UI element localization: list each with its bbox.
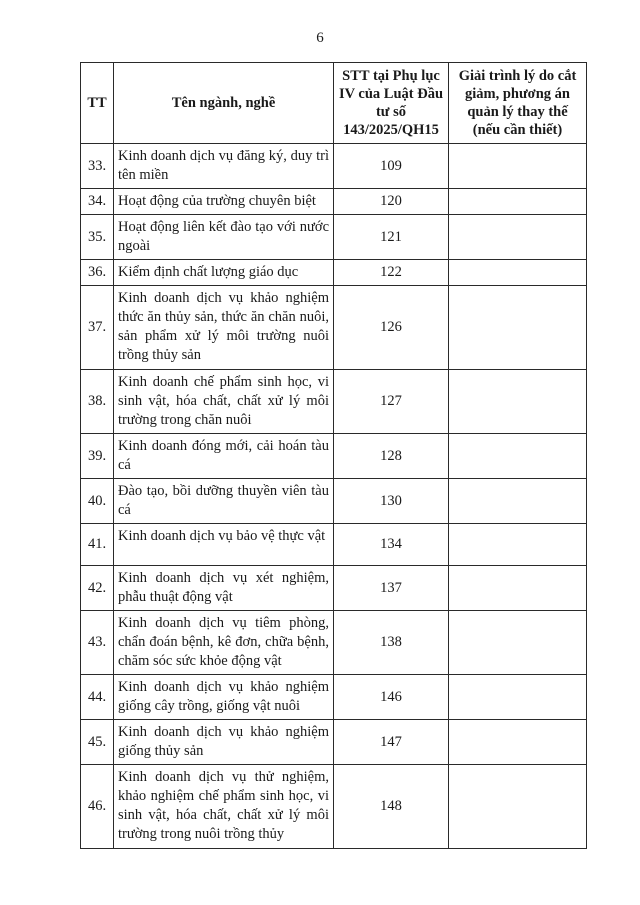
row-number: 37. (81, 286, 114, 370)
explanation-cell (449, 260, 587, 286)
table-row (81, 215, 587, 260)
table-body (81, 144, 587, 849)
appendix-stt: 120 (334, 189, 449, 215)
table-row (81, 434, 587, 479)
appendix-stt: 127 (334, 370, 449, 434)
industry-name: Hoạt động của trường chuyên biệt (114, 189, 334, 215)
header-name: Tên ngành, nghề (114, 63, 334, 144)
explanation-cell (449, 720, 587, 765)
explanation-cell (449, 611, 587, 675)
row-number: 39. (81, 434, 114, 479)
table-row (81, 566, 587, 611)
explanation-cell (449, 675, 587, 720)
industry-name: Kinh doanh dịch vụ xét nghiệm, phẫu thuật động vật (114, 566, 334, 611)
row-number: 45. (81, 720, 114, 765)
explanation-cell (449, 434, 587, 479)
industry-name: Kinh doanh đóng mới, cải hoán tàu cá (114, 434, 334, 479)
appendix-stt: 147 (334, 720, 449, 765)
industry-name: Kinh doanh chế phẩm sinh học, vi sinh vật, hóa chất, chất xử lý môi trường trong chăn nuôi (114, 370, 334, 434)
row-number: 43. (81, 611, 114, 675)
table-row (81, 479, 587, 524)
row-number: 41. (81, 524, 114, 566)
explanation-cell (449, 215, 587, 260)
row-number: 46. (81, 765, 114, 849)
industry-name: Kinh doanh dịch vụ thử nghiệm, khảo nghiệm chế phẩm sinh học, vi sinh vật, hóa chất, chất xử lý môi trường trong nuôi trồng thủy (114, 765, 334, 849)
row-number: 35. (81, 215, 114, 260)
industry-name: Kinh doanh dịch vụ tiêm phòng, chẩn đoán bệnh, kê đơn, chữa bệnh, chăm sóc sức khỏe động vật (114, 611, 334, 675)
table-row (81, 720, 587, 765)
appendix-stt: 138 (334, 611, 449, 675)
table-row (81, 286, 587, 370)
header-row (81, 63, 587, 144)
header-stt: STT tại Phụ lục IV của Luật Đầu tư số 143/2025/QH15 (334, 63, 449, 144)
table-row (81, 765, 587, 849)
industry-table (80, 62, 587, 849)
appendix-stt: 122 (334, 260, 449, 286)
row-number: 44. (81, 675, 114, 720)
table-header (81, 63, 587, 144)
row-number: 40. (81, 479, 114, 524)
row-number: 42. (81, 566, 114, 611)
appendix-stt: 134 (334, 524, 449, 566)
industry-name: Kinh doanh dịch vụ đăng ký, duy trì tên miền (114, 144, 334, 189)
table-row (81, 189, 587, 215)
table-row (81, 675, 587, 720)
table-row (81, 611, 587, 675)
row-number: 34. (81, 189, 114, 215)
explanation-cell (449, 479, 587, 524)
appendix-stt: 137 (334, 566, 449, 611)
appendix-stt: 130 (334, 479, 449, 524)
explanation-cell (449, 566, 587, 611)
table-row (81, 370, 587, 434)
row-number: 36. (81, 260, 114, 286)
appendix-stt: 109 (334, 144, 449, 189)
table-row (81, 144, 587, 189)
table-row (81, 260, 587, 286)
explanation-cell (449, 524, 587, 566)
explanation-cell (449, 144, 587, 189)
industry-name: Đào tạo, bồi dưỡng thuyền viên tàu cá (114, 479, 334, 524)
appendix-stt: 126 (334, 286, 449, 370)
industry-name: Hoạt động liên kết đào tạo với nước ngoài (114, 215, 334, 260)
appendix-stt: 146 (334, 675, 449, 720)
header-explain: Giải trình lý do cắt giảm, phương án quản lý thay thế (nếu cần thiết) (449, 63, 587, 144)
page-number: 6 (316, 30, 324, 46)
appendix-stt: 128 (334, 434, 449, 479)
appendix-stt: 121 (334, 215, 449, 260)
table-row (81, 524, 587, 566)
explanation-cell (449, 370, 587, 434)
industry-name: Kinh doanh dịch vụ bảo vệ thực vật (114, 524, 334, 566)
explanation-cell (449, 765, 587, 849)
header-tt: TT (81, 63, 114, 144)
explanation-cell (449, 189, 587, 215)
industry-name: Kinh doanh dịch vụ khảo nghiệm giống cây trồng, giống vật nuôi (114, 675, 334, 720)
industry-name: Kinh doanh dịch vụ khảo nghiệm giống thủy sản (114, 720, 334, 765)
appendix-stt: 148 (334, 765, 449, 849)
row-number: 33. (81, 144, 114, 189)
explanation-cell (449, 286, 587, 370)
row-number: 38. (81, 370, 114, 434)
industry-name: Kinh doanh dịch vụ khảo nghiệm thức ăn thủy sản, thức ăn chăn nuôi, sản phẩm xử lý môi trường nuôi trồng thủy sản (114, 286, 334, 370)
industry-name: Kiểm định chất lượng giáo dục (114, 260, 334, 286)
